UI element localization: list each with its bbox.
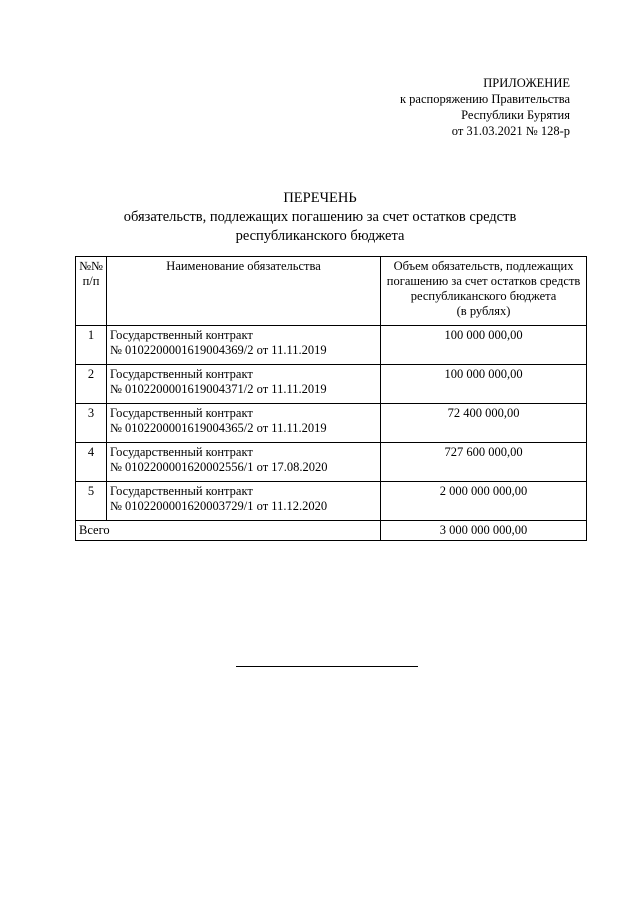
- header-amount-line1: Объем обязательств, подлежащих: [393, 259, 574, 273]
- header-amount: [381, 257, 587, 326]
- row-name-line2: № 0102200001620003729/1 от 11.12.2020: [109, 499, 328, 513]
- table-row: [76, 443, 587, 482]
- header-number: [76, 257, 107, 326]
- row-amount: 727 600 000,00: [381, 443, 587, 482]
- table-total-row: [76, 521, 587, 541]
- header-amount-line3: республиканского бюджета: [410, 289, 557, 303]
- total-label: Всего: [76, 521, 381, 541]
- row-name: [106, 482, 380, 521]
- title-subtitle: обязательств, подлежащих погашению за счет остатков средств: [123, 209, 517, 225]
- row-name-line2: № 0102200001619004371/2 от 11.11.2019: [109, 382, 327, 396]
- row-name-line1: Государственный контракт: [109, 367, 253, 381]
- table-row: [76, 404, 587, 443]
- row-amount: 100 000 000,00: [381, 326, 587, 365]
- row-name: [106, 365, 380, 404]
- row-name: [106, 404, 380, 443]
- document-title: [0, 189, 640, 246]
- obligations-table: [75, 256, 587, 541]
- row-number: 2: [76, 365, 107, 404]
- header-name: Наименование обязательства: [106, 257, 380, 326]
- row-name-line2: № 0102200001619004365/2 от 11.11.2019: [109, 421, 327, 435]
- appendix-date-number: от 31.03.2021 № 128-р: [451, 124, 570, 138]
- appendix-label: ПРИЛОЖЕНИЕ: [483, 76, 570, 90]
- row-amount: 72 400 000,00: [381, 404, 587, 443]
- header-amount-line4: (в рублях): [456, 304, 511, 318]
- row-name: [106, 443, 380, 482]
- row-number: 4: [76, 443, 107, 482]
- end-divider: [236, 666, 418, 667]
- table-row: [76, 482, 587, 521]
- header-number-line2: п/п: [82, 274, 100, 288]
- appendix-header: [400, 75, 570, 139]
- row-number: 3: [76, 404, 107, 443]
- row-number: 1: [76, 326, 107, 365]
- table-row: [76, 326, 587, 365]
- table-row: [76, 365, 587, 404]
- row-name-line1: Государственный контракт: [109, 328, 253, 342]
- header-amount-line2: погашению за счет остатков средств: [386, 274, 581, 288]
- row-amount: 100 000 000,00: [381, 365, 587, 404]
- total-amount: 3 000 000 000,00: [381, 521, 587, 541]
- row-name: [106, 326, 380, 365]
- title-subtitle-cont: республиканского бюджета: [235, 228, 405, 244]
- row-name-line1: Государственный контракт: [109, 406, 253, 420]
- table-header-row: [76, 257, 587, 326]
- row-name-line1: Государственный контракт: [109, 484, 253, 498]
- appendix-republic: Республики Бурятия: [461, 108, 570, 122]
- row-amount: 2 000 000 000,00: [381, 482, 587, 521]
- title-heading: ПЕРЕЧЕНЬ: [283, 190, 357, 206]
- row-number: 5: [76, 482, 107, 521]
- header-number-line1: №№: [79, 259, 103, 273]
- row-name-line1: Государственный контракт: [109, 445, 253, 459]
- row-name-line2: № 0102200001620002556/1 от 17.08.2020: [109, 460, 328, 474]
- appendix-reference: к распоряжению Правительства: [399, 92, 570, 106]
- row-name-line2: № 0102200001619004369/2 от 11.11.2019: [109, 343, 327, 357]
